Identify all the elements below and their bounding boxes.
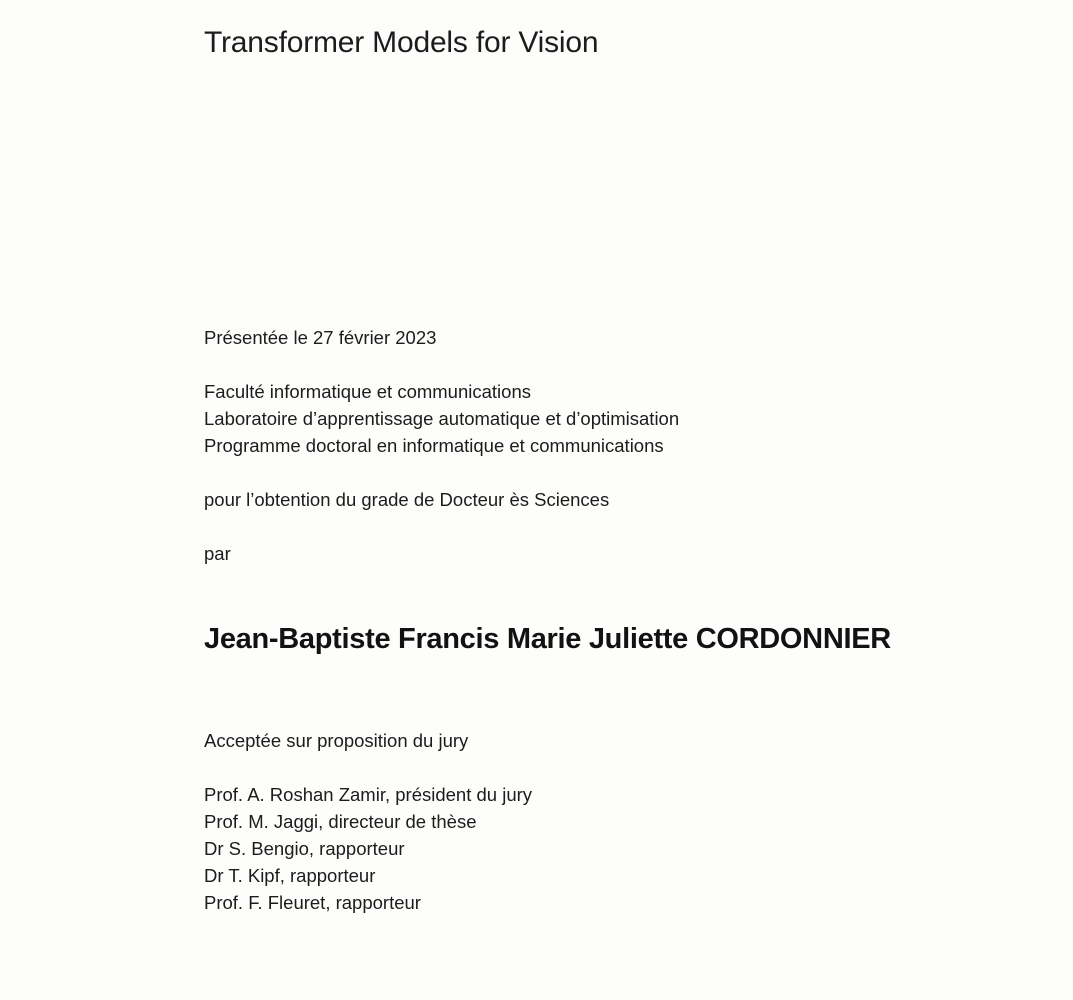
affiliation-group xyxy=(204,378,1004,459)
affiliation-faculty: Faculté informatique et communications xyxy=(204,380,531,402)
by-label: par xyxy=(204,542,231,564)
list-item: Dr T. Kipf, rapporteur xyxy=(204,864,376,886)
title-spacer xyxy=(204,62,1004,324)
degree-statement: pour l’obtention du grade de Docteur ès Sciences xyxy=(204,488,610,510)
author-name: Jean-Baptiste Francis Marie Juliette CORDONNIER xyxy=(204,622,891,655)
list-item: Prof. F. Fleuret, rapporteur xyxy=(204,891,421,913)
affiliation-doctoral-program: Programme doctoral en informatique et communications xyxy=(204,434,664,456)
list-item: Prof. M. Jaggi, directeur de thèse xyxy=(204,810,477,832)
presentation-date: Présentée le 27 février 2023 xyxy=(204,326,437,348)
list-item: Prof. A. Roshan Zamir, président du jury xyxy=(204,783,533,805)
title-page-content xyxy=(204,0,1004,916)
affiliation-laboratory: Laboratoire d’apprentissage automatique et d’optimisation xyxy=(204,407,680,429)
jury-intro: Acceptée sur proposition du jury xyxy=(204,729,469,751)
list-item: Dr S. Bengio, rapporteur xyxy=(204,837,405,859)
page-title: Transformer Models for Vision xyxy=(204,26,599,59)
jury-list xyxy=(204,781,1004,916)
